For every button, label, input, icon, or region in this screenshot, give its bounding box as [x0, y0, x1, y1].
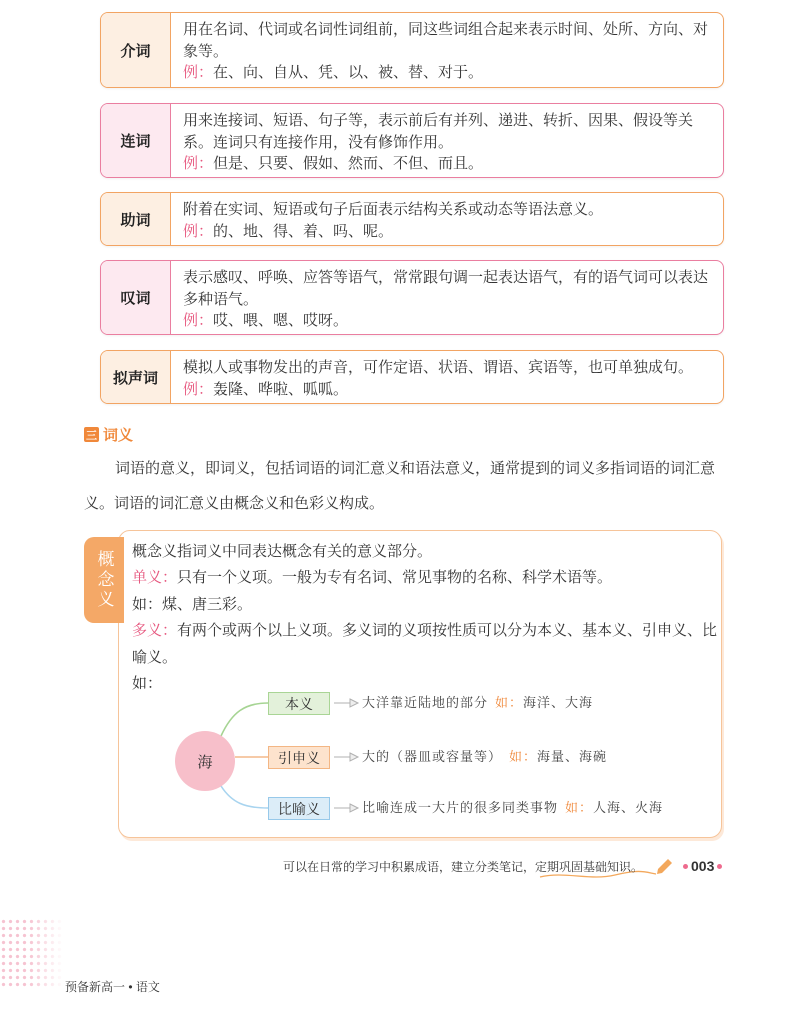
branch-description — [362, 694, 593, 712]
word-class-body — [171, 13, 723, 87]
multi-meaning-label: 多义： — [132, 622, 178, 640]
word-class-card-onomatopoeia — [100, 350, 724, 404]
concept-definition: 概念义指词义中同表达概念有关的意义部分。 — [132, 543, 433, 560]
multi-meaning-line — [132, 618, 718, 671]
branch-meaning: 大洋靠近陆地的部分 — [362, 695, 489, 710]
section-number-badge: 三 — [84, 427, 99, 442]
word-class-body — [171, 193, 723, 245]
branch-meaning: 大的（器皿或容量等） — [362, 749, 503, 764]
word-class-example — [183, 62, 713, 85]
pen-icon — [657, 859, 672, 874]
word-class-example — [183, 221, 713, 244]
example-words: 但是、只要、假如、然而、不但、而且。 — [213, 156, 484, 172]
word-class-example — [183, 310, 713, 333]
example-words: 轰隆、哗啦、呱呱。 — [213, 381, 349, 398]
branch-node-original-meaning: 本义 — [268, 692, 330, 715]
single-meaning-label: 单义： — [132, 569, 178, 587]
word-class-name: 介词 — [101, 13, 171, 87]
word-class-card-interjection — [100, 260, 724, 335]
single-meaning-line — [132, 565, 718, 591]
example-label: 例： — [183, 380, 214, 398]
branch-examples: 海量、海碗 — [537, 749, 608, 764]
word-class-example — [183, 379, 713, 402]
intro-paragraph: 词语的意义，即词义，包括词语的词汇意义和语法意义，通常提到的词义多指词语的词汇意义。词语的词汇意义由概念义和色彩义构成。 — [84, 460, 716, 512]
section-title: 词义 — [103, 427, 134, 444]
word-class-card-particle — [100, 192, 724, 246]
multi-meaning-text: 有两个或两个以上义项。多义词的义项按性质可以分为本义、基本义、引申义、比喻义。 — [132, 623, 718, 666]
word-class-body — [171, 351, 723, 403]
page-number-dot — [717, 864, 722, 869]
concept-text-block — [132, 539, 718, 697]
decorative-dot-pattern — [0, 918, 64, 988]
word-class-definition: 模拟人或事物发出的声音，可作定语、状语、谓语、宾语等，也可单独成句。 — [183, 359, 694, 376]
concept-tab — [84, 537, 124, 623]
word-class-body — [171, 104, 723, 177]
example-label: 例： — [183, 312, 214, 329]
branch-node-metaphorical-meaning: 比喻义 — [268, 797, 330, 820]
branch-meaning: 比喻连成一大片的很多同类事物 — [362, 800, 559, 815]
branch-examples: 海洋、大海 — [523, 695, 594, 710]
single-meaning-text: 只有一个义项。一般为专有名词、常见事物的名称、科学术语等。 — [177, 570, 613, 587]
example-label: 例： — [183, 155, 214, 172]
example-words: 的、地、得、着、吗、呢。 — [213, 223, 394, 240]
branch-example-label: 如： — [509, 749, 538, 764]
word-class-name: 助词 — [101, 193, 171, 245]
book-title: 预备新高一 • 语文 — [65, 980, 160, 994]
page-number — [680, 857, 725, 875]
branch-examples: 人海、火海 — [593, 800, 664, 815]
branch-example-label: 如： — [565, 800, 594, 815]
section-heading — [84, 426, 133, 443]
example-label: 例： — [183, 64, 214, 81]
branch-description — [362, 799, 663, 817]
word-class-body — [171, 261, 723, 334]
branch-example-label: 如： — [495, 695, 524, 710]
single-meaning-example: 如：煤、唐三彩。 — [132, 596, 253, 613]
footer-study-tip: 可以在日常的学习中积累成语，建立分类笔记，定期巩固基础知识。 — [283, 860, 644, 874]
word-class-name: 拟声词 — [101, 351, 171, 403]
word-class-card-preposition — [100, 12, 724, 88]
multi-meaning-example-label: 如： — [132, 676, 163, 693]
example-words: 哎、喂、嗯、哎呀。 — [213, 313, 349, 329]
concept-tab-label: 概念义 — [94, 550, 114, 610]
page-number-text: 003 — [691, 858, 715, 874]
branch-description — [362, 748, 607, 766]
page-number-dot — [683, 864, 688, 869]
word-class-name: 连词 — [101, 104, 171, 177]
word-class-example — [183, 153, 713, 176]
example-words: 在、向、自从、凭、以、被、替、对于。 — [213, 65, 484, 81]
word-class-card-conjunction — [100, 103, 724, 178]
word-class-definition: 用来连接词、短语、句子等，表示前后有并列、递进、转折、因果、假设等关系。连词只有连接作用，没有修饰作用。 — [183, 112, 694, 151]
mind-map-center-node: 海 — [175, 731, 235, 791]
word-class-name: 叹词 — [101, 261, 171, 334]
word-class-definition: 附着在实词、短语或句子后面表示结构关系或动态等语法意义。 — [183, 201, 604, 218]
branch-node-extended-meaning: 引申义 — [268, 746, 330, 769]
word-class-definition: 表示感叹、呼唤、应答等语气，常常跟句调一起表达语气，有的语气词可以表达多种语气。 — [183, 269, 709, 308]
word-class-definition: 用在名词、代词或名词性词组前，同这些词组合起来表示时间、处所、方向、对象等。 — [183, 21, 709, 60]
example-label: 例： — [183, 222, 214, 240]
